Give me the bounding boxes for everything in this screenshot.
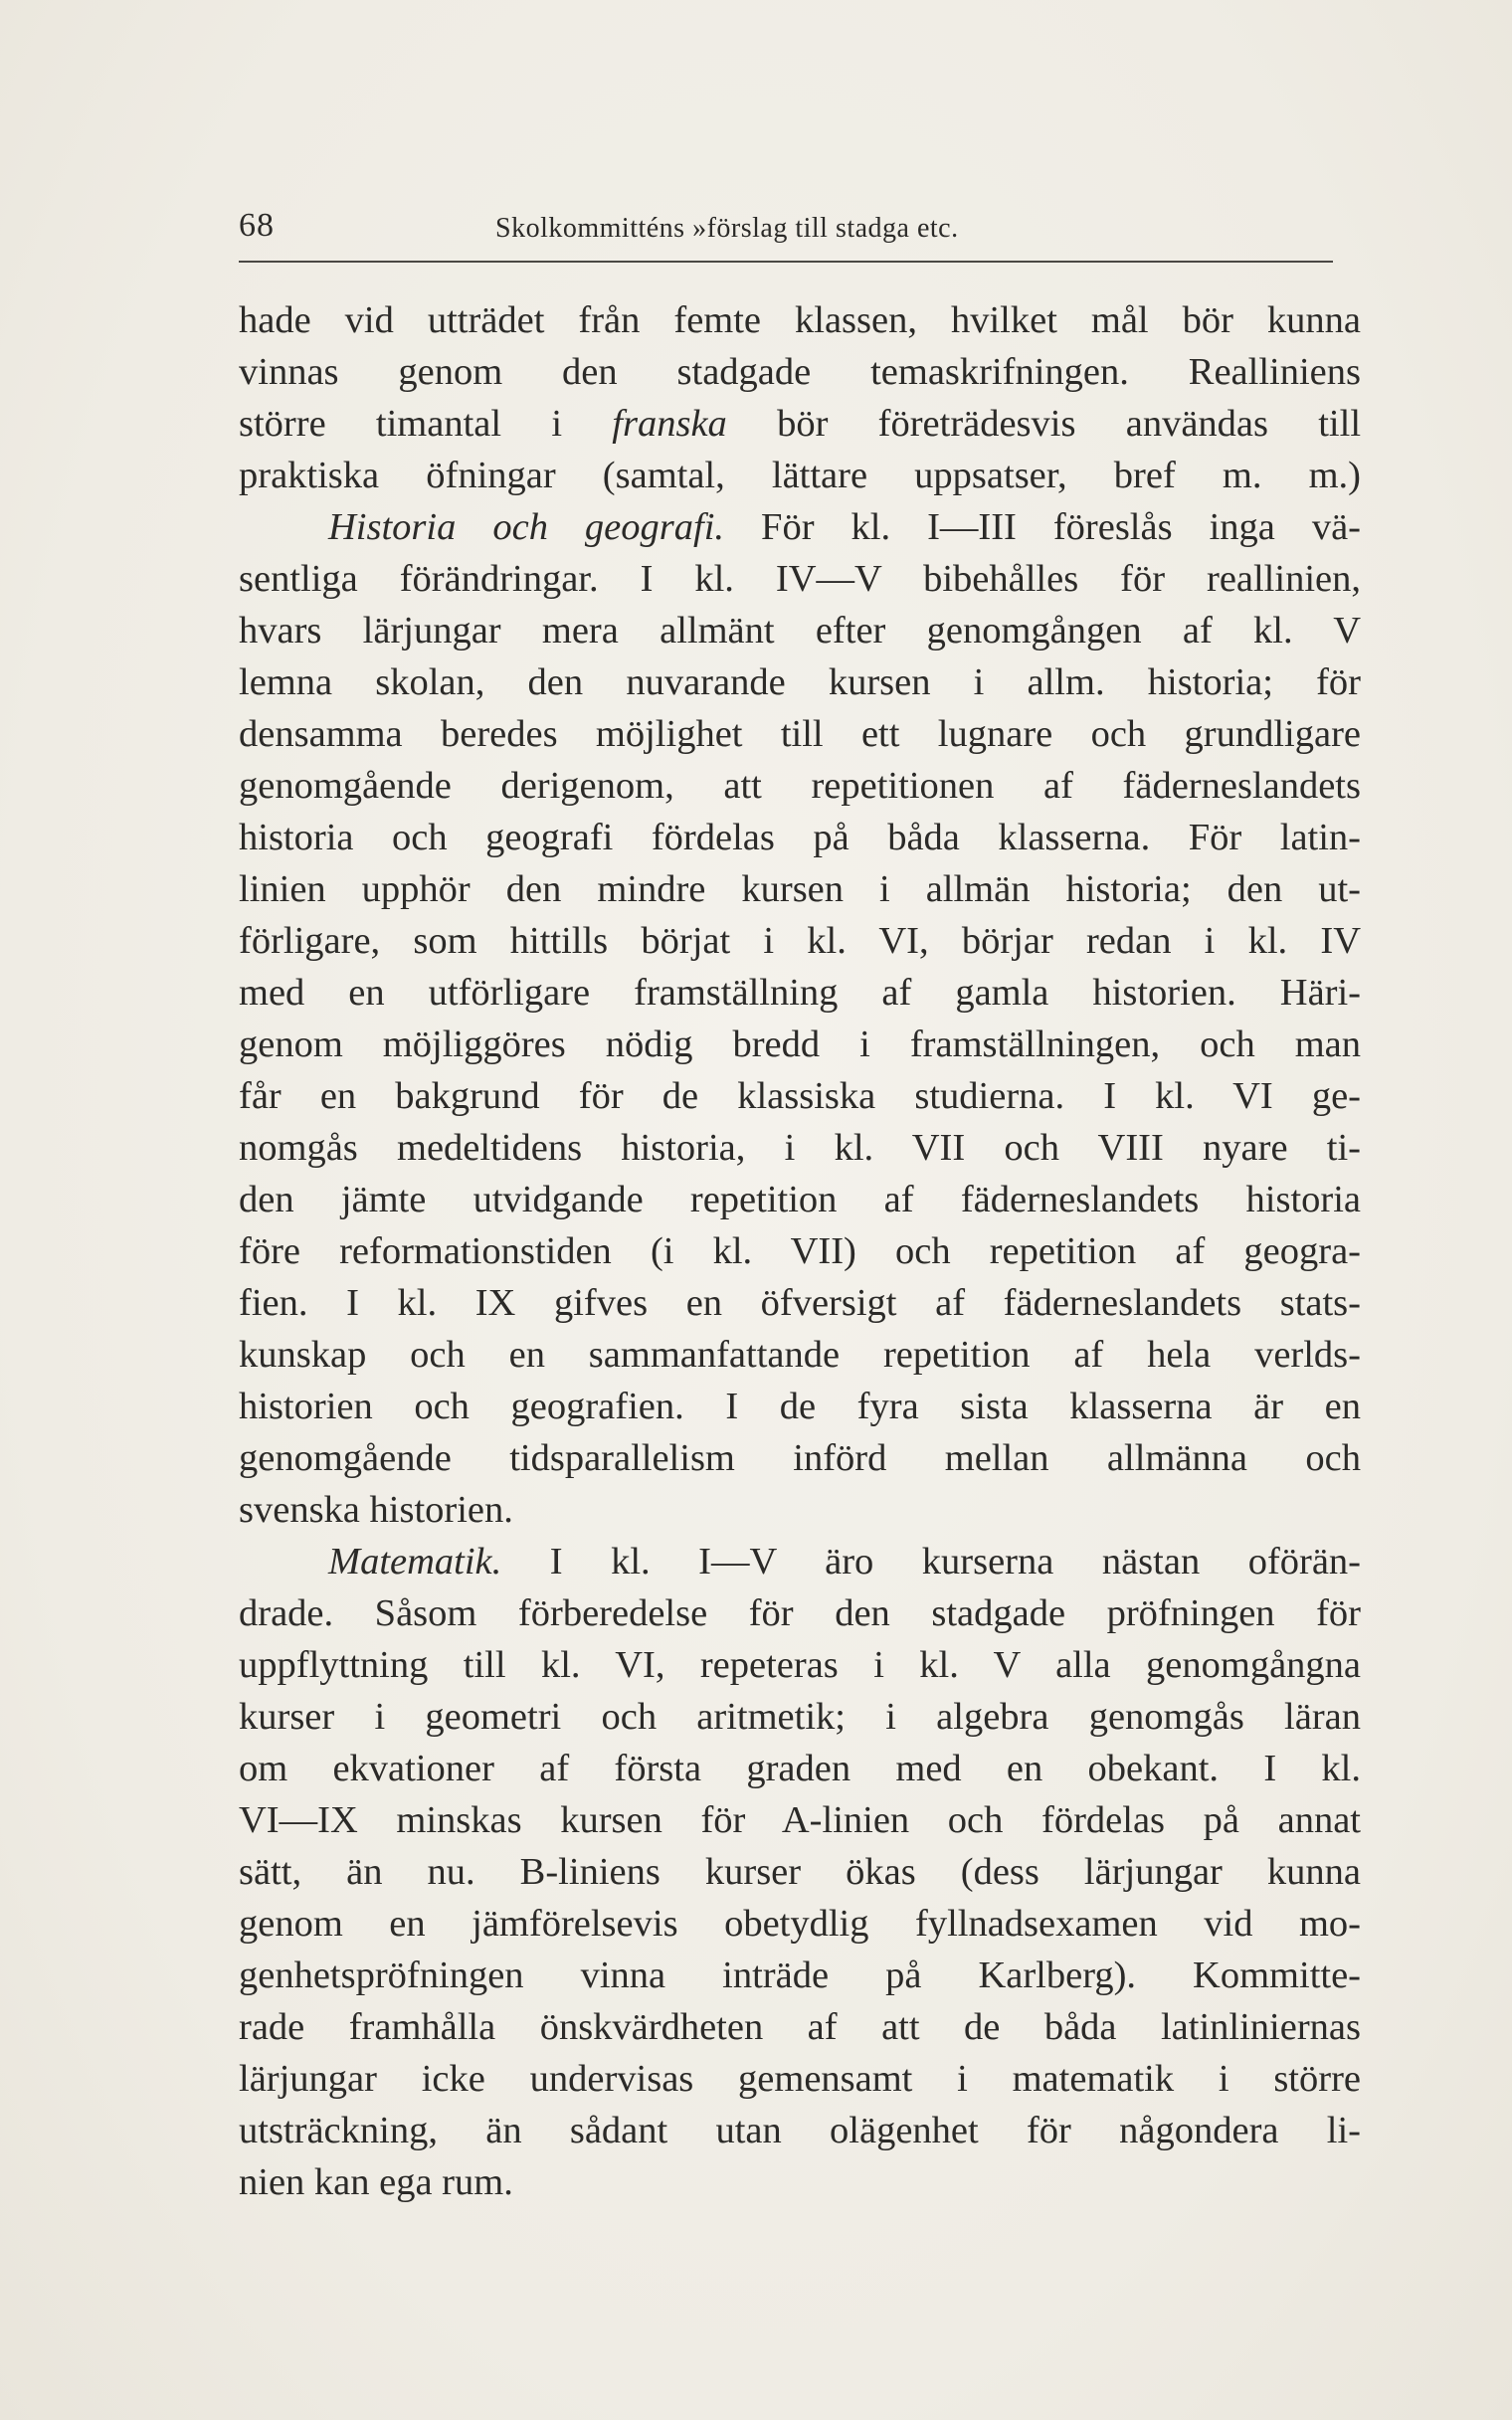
text-line: den jämte utvidgande repetition af fäderneslandets historia xyxy=(239,1179,1361,1220)
text-line: praktiska öfningar (samtal, lättare uppsatser, bref m. m.) xyxy=(239,455,1361,496)
text-line: svenska historien. xyxy=(239,1489,513,1531)
text-line: före reformationstiden (i kl. VII) och repetition af geogra- xyxy=(239,1230,1361,1272)
text-line: rade framhålla önskvärdheten af att de båda latinliniernas xyxy=(239,2006,1361,2048)
text-line: lemna skolan, den nuvarande kursen i allm. historia; för xyxy=(239,661,1361,703)
text-line: genomgående derigenom, att repetitionen af fäderneslandets xyxy=(239,765,1361,807)
text-line: drade. Såsom förberedelse för den stadgade pröfningen för xyxy=(239,1592,1361,1634)
text-line: kunskap och en sammanfattande repetition af hela verlds- xyxy=(239,1334,1361,1376)
italic-term: franska xyxy=(612,403,727,445)
text-line: lärjungar icke undervisas gemensamt i matematik i större xyxy=(239,2058,1361,2100)
page-number: 68 xyxy=(239,207,275,244)
text-line: VI—IX minskas kursen för A-linien och fördelas på annat xyxy=(239,1799,1361,1841)
text-line: får en bakgrund för de klassiska studierna. I kl. VI ge- xyxy=(239,1075,1361,1117)
text-line: linien upphör den mindre kursen i allmän historia; den ut- xyxy=(239,868,1361,910)
running-title: Skolkommitténs »förslag till stadga etc. xyxy=(495,213,959,244)
text-segment: I kl. I—V äro kurserna nästan oförän- xyxy=(549,1541,1362,1582)
section-title: Historia och geografi. xyxy=(328,506,725,548)
text-line: hvars lärjungar mera allmänt efter genomgången af kl. V xyxy=(239,610,1361,652)
text-line: med en utförligare framställning af gamla historien. Häri- xyxy=(239,972,1361,1014)
text-line: genom en jämförelsevis obetydlig fyllnadsexamen vid mo- xyxy=(239,1903,1361,1945)
text-line: densamma beredes möjlighet till ett lugnare och grundligare xyxy=(239,713,1361,755)
text-line: om ekvationer af första graden med en obekant. I kl. xyxy=(239,1748,1361,1789)
text-line xyxy=(239,398,1361,450)
text-segment: För kl. I—III föreslås inga vä- xyxy=(761,506,1362,548)
text-segment: större timantal i xyxy=(239,403,563,445)
body-text xyxy=(239,294,1361,2208)
text-line: vinnas genom den stadgade temaskrifningen. Realliniens xyxy=(239,351,1361,393)
section-heading-line xyxy=(239,501,1361,553)
text-line: genom möjliggöres nödig bredd i framställningen, och man xyxy=(239,1024,1361,1065)
text-line: förligare, som hittills börjat i kl. VI, börjar redan i kl. IV xyxy=(239,920,1361,962)
section-title: Matematik. xyxy=(328,1541,502,1582)
text-line: nomgås medeltidens historia, i kl. VII och VIII nyare ti- xyxy=(239,1127,1361,1169)
section-heading-line xyxy=(239,1536,1361,1587)
text-line: utsträckning, än sådant utan olägenhet för någondera li- xyxy=(239,2110,1361,2151)
text-line: fien. I kl. IX gifves en öfversigt af fäderneslandets stats- xyxy=(239,1282,1361,1324)
text-line: historien och geografien. I de fyra sista klasserna är en xyxy=(239,1386,1361,1427)
text-line: genhetspröfningen vinna inträde på Karlberg). Kommitte- xyxy=(239,1955,1361,1996)
text-line: genomgående tidsparallelism införd mellan allmänna och xyxy=(239,1437,1361,1479)
text-segment: bör företrädesvis användas till xyxy=(777,403,1362,445)
text-line: hade vid utträdet från femte klassen, hvilket mål bör kunna xyxy=(239,299,1361,341)
header-rule xyxy=(239,261,1333,263)
running-head xyxy=(239,207,1333,251)
text-line: historia och geografi fördelas på båda klasserna. För latin- xyxy=(239,817,1361,858)
text-line: nien kan ega rum. xyxy=(239,2161,513,2203)
text-line: uppflyttning till kl. VI, repeteras i kl. V alla genomgångna xyxy=(239,1644,1361,1686)
text-line: sentliga förändringar. I kl. IV—V bibehålles för reallinien, xyxy=(239,558,1361,600)
text-line: kurser i geometri och aritmetik; i algebra genomgås läran xyxy=(239,1696,1361,1738)
text-line: sätt, än nu. B-liniens kurser ökas (dess lärjungar kunna xyxy=(239,1851,1361,1893)
